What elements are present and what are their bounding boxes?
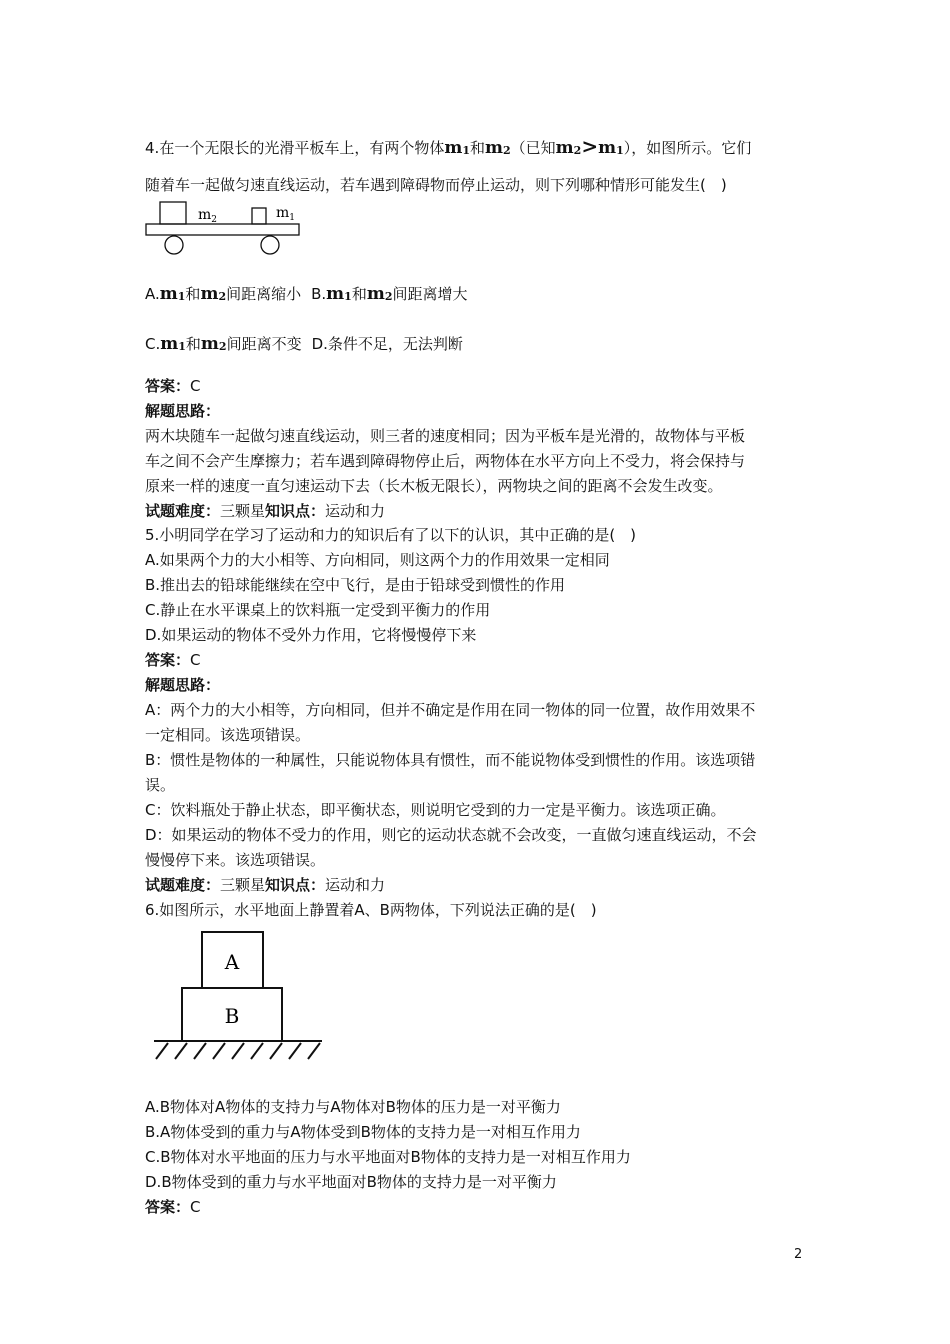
m2-symbol: $m_2$ — [485, 138, 511, 158]
q5-stem: 5.小明同学在学习了运动和力的知识后有了以下的认识，其中正确的是( ) — [145, 526, 637, 544]
q5-analysis-line: 误。 — [145, 776, 176, 794]
q4-option-a-letter: A. — [145, 285, 160, 303]
q4-option-d: D.条件不足，无法判断 — [311, 335, 463, 353]
label-m2: $m_2$ — [198, 207, 218, 225]
m1-symbol: $m_1$ — [326, 284, 352, 304]
greater-than-symbol: > — [581, 134, 599, 158]
q5-option-d: D.如果运动的物体不受外力作用，它将慢慢停下来 — [145, 626, 477, 644]
q4-analysis-line: 车之间不会产生摩擦力；若车遇到障碍物停止后，两物体在水平方向上不受力，将会保持与 — [145, 452, 746, 470]
q4-option-b-text: 间距离增大 — [392, 285, 468, 303]
q5-analysis-line: 慢慢停下来。该选项错误。 — [145, 851, 326, 869]
q5-analysis-line: 一定相同。该选项错误。 — [145, 726, 311, 744]
q6-stem: 6.如图所示，水平地面上静置着A、B两物体，下列说法正确的是( ) — [145, 901, 597, 919]
q4-analysis-line: 原来一样的速度一直匀速运动下去（长木板无限长），两物块之间的距离不会发生改变。 — [145, 477, 723, 495]
m2-symbol: $m_2$ — [366, 284, 393, 304]
cart-figure — [140, 198, 310, 260]
block-m2 — [160, 202, 186, 224]
q5-analysis-line: A：两个力的大小相等，方向相同，但并不确定是作用在同一物体的同一位置，故作用效果不 — [145, 701, 756, 719]
m2-symbol: $m_2$ — [200, 334, 227, 354]
q5-analysis-label: 解题思路： — [145, 676, 221, 694]
stacked-blocks-figure — [150, 928, 325, 1063]
ground-hatching — [156, 1043, 320, 1059]
q4-options-cd: $C.m_1$和$m_2$间距离不变 D.条件不足，无法判断 — [145, 334, 463, 354]
q5-analysis-line: B：惯性是物体的一种属性，只能说物体具有惯性，而不能说物体受到惯性的作用。该选项错 — [145, 751, 756, 769]
and-text: 和 — [469, 139, 485, 157]
m1-symbol: $m_1$ — [160, 334, 186, 354]
m1-symbol: $m_1$ — [159, 284, 186, 304]
label-m1: $m_1$ — [276, 205, 296, 223]
q6-option-a: A.B物体对A物体的支持力与A物体对B物体的压力是一对平衡力 — [145, 1098, 561, 1116]
q4-meta: 试题难度：三颗星知识点：运动和力 — [145, 502, 386, 520]
q4-known-open: （已知 — [510, 139, 556, 157]
m2-symbol: $m_2$ — [555, 138, 582, 158]
q4-number: 4. — [145, 139, 160, 157]
q4-option-a-text: 间距离缩小 — [226, 285, 302, 303]
q4-option-b-letter: B. — [311, 285, 327, 303]
q5-option-b: B.推出去的铅球能继续在空中飞行，是由于铅球受到惯性的作用 — [145, 576, 566, 594]
block-m1 — [252, 208, 266, 224]
q5-option-c: C.静止在水平课桌上的饮料瓶一定受到平衡力的作用 — [145, 601, 491, 619]
m2-symbol: $m_2$ — [200, 284, 227, 304]
q6-option-d: D.B物体受到的重力与水平地面对B物体的支持力是一对平衡力 — [145, 1173, 557, 1191]
cart-board — [146, 224, 299, 235]
q4-stem-a: 在一个无限长的光滑平板车上，有两个物体 — [159, 139, 445, 157]
q5-analysis-line: C：饮料瓶处于静止状态，即平衡状态，则说明它受到的力一定是平衡力。该选项正确。 — [145, 801, 726, 819]
q6-answer: 答案：C — [145, 1198, 201, 1216]
left-wheel — [165, 236, 183, 254]
q4-stem-line-1 — [145, 136, 751, 161]
q4-answer: 答案：C — [145, 377, 201, 395]
page-number: 2 — [794, 1247, 803, 1262]
q5-meta: 试题难度：三颗星知识点：运动和力 — [145, 876, 386, 894]
q6-option-b: B.A物体受到的重力与A物体受到B物体的支持力是一对相互作用力 — [145, 1123, 581, 1141]
q4-stem-line-2: 随着车一起做匀速直线运动，若车遇到障碍物而停止运动，则下列哪种情形可能发生( ) — [145, 176, 727, 194]
q4-option-c-text: 间距离不变 — [226, 335, 302, 353]
m1-symbol: $m_1$ — [598, 138, 624, 158]
q4-analysis-line: 两木块随车一起做匀速直线运动，则三者的速度相同；因为平板车是光滑的，故物体与平板 — [145, 427, 746, 445]
label-a: A — [224, 950, 240, 974]
label-b: B — [224, 1004, 240, 1028]
right-wheel — [261, 236, 279, 254]
q4-option-c-letter: C. — [145, 335, 161, 353]
m1-symbol: $m_1$ — [444, 138, 470, 158]
q4-options-ab: $A.m_1$和$m_2$间距离缩小 $B.m_1$和$m_2$间距离增大 — [145, 284, 468, 304]
q4-analysis-label: 解题思路： — [145, 402, 221, 420]
q5-answer: 答案：C — [145, 651, 201, 669]
q5-option-a: A.如果两个力的大小相等、方向相同，则这两个力的作用效果一定相同 — [145, 551, 610, 569]
q5-analysis-line: D：如果运动的物体不受力的作用，则它的运动状态就不会改变，一直做匀速直线运动，不会 — [145, 826, 757, 844]
q6-option-c: C.B物体对水平地面的压力与水平地面对B物体的支持力是一对相互作用力 — [145, 1148, 631, 1166]
q4-stem-b: ），如图所示。它们 — [623, 139, 752, 157]
